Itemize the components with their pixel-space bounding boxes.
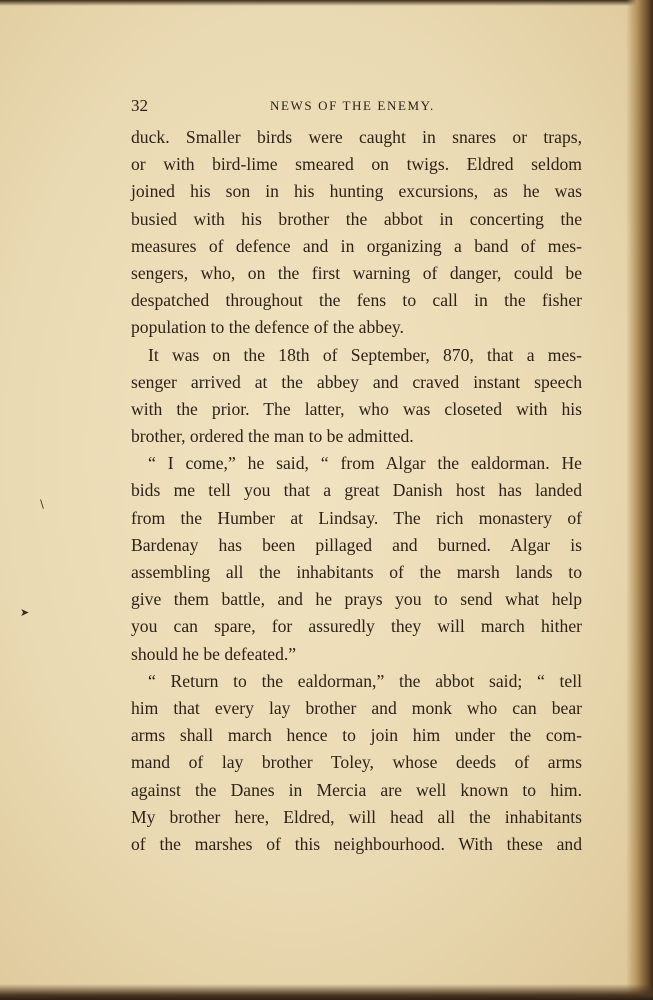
paragraph-3 (131, 450, 582, 668)
paragraph-1 (131, 124, 582, 342)
text-line: against the Danes in Mercia are well known to him. (131, 779, 582, 800)
page-top-shadow (0, 0, 653, 6)
text-line: sengers, who, on the first warning of danger, could be (131, 262, 582, 283)
text-line: arms shall march hence to join him under the com- (131, 725, 582, 746)
text-line: Bardenay has been pillaged and burned. Algar is (131, 534, 582, 555)
text-line: “ I come,” he said, “ from Algar the ealdorman. He (148, 453, 582, 474)
text-line: mand of lay brother Toley, whose deeds of arms (131, 752, 582, 773)
margin-arrow-mark: ➤ (20, 606, 30, 619)
text-line: duck. Smaller birds were caught in snares or traps, (131, 127, 582, 147)
text-line: brother, ordered the man to be admitted. (131, 426, 414, 447)
text-line: him that every lay brother and monk who can bear (131, 697, 582, 718)
paragraph-2 (131, 342, 582, 451)
text-line: “ Return to the ealdorman,” the abbot said; “ tell (148, 670, 582, 691)
text-line: joined his son in his hunting excursions, as he was (131, 181, 582, 202)
page-right-edge (626, 0, 653, 1000)
running-head: NEWS OF THE ENEMY. (270, 98, 435, 113)
paragraph-4 (131, 668, 582, 858)
text-line: or with bird-lime smeared on twigs. Eldred seldom (131, 154, 582, 175)
body-text (131, 124, 582, 858)
text-line: It was on the 18th of September, 870, that a mes- (148, 344, 582, 365)
text-line: measures of defence and in organizing a band of mes- (131, 235, 582, 256)
text-line: population to the defence of the abbey. (131, 317, 404, 338)
text-line: despatched throughout the fens to call in the fisher (131, 290, 582, 311)
text-line: should he be defeated.” (131, 643, 297, 664)
text-line: My brother here, Eldred, will head all the inhabitants (131, 806, 582, 827)
page-bottom-edge (0, 984, 653, 1000)
text-line: busied with his brother the abbot in concerting the (131, 208, 582, 229)
page-header (131, 96, 582, 118)
text-line: from the Humber at Lindsay. The rich monastery of (131, 507, 582, 528)
text-line: of the marshes of this neighbourhood. With these and (131, 833, 582, 854)
page-number: 32 (131, 96, 148, 115)
text-line: senger arrived at the abbey and craved instant speech (131, 371, 582, 392)
text-line: you can spare, for assuredly they will march hither (131, 616, 582, 637)
text-line: assembling all the inhabitants of the marsh lands to (131, 562, 582, 582)
text-line: give them battle, and he prays you to send what help (131, 589, 582, 610)
margin-tick-mark: ∖ (38, 498, 46, 511)
text-line: with the prior. The latter, who was closeted with his (131, 398, 582, 419)
text-line: bids me tell you that a great Danish host has landed (131, 480, 582, 501)
